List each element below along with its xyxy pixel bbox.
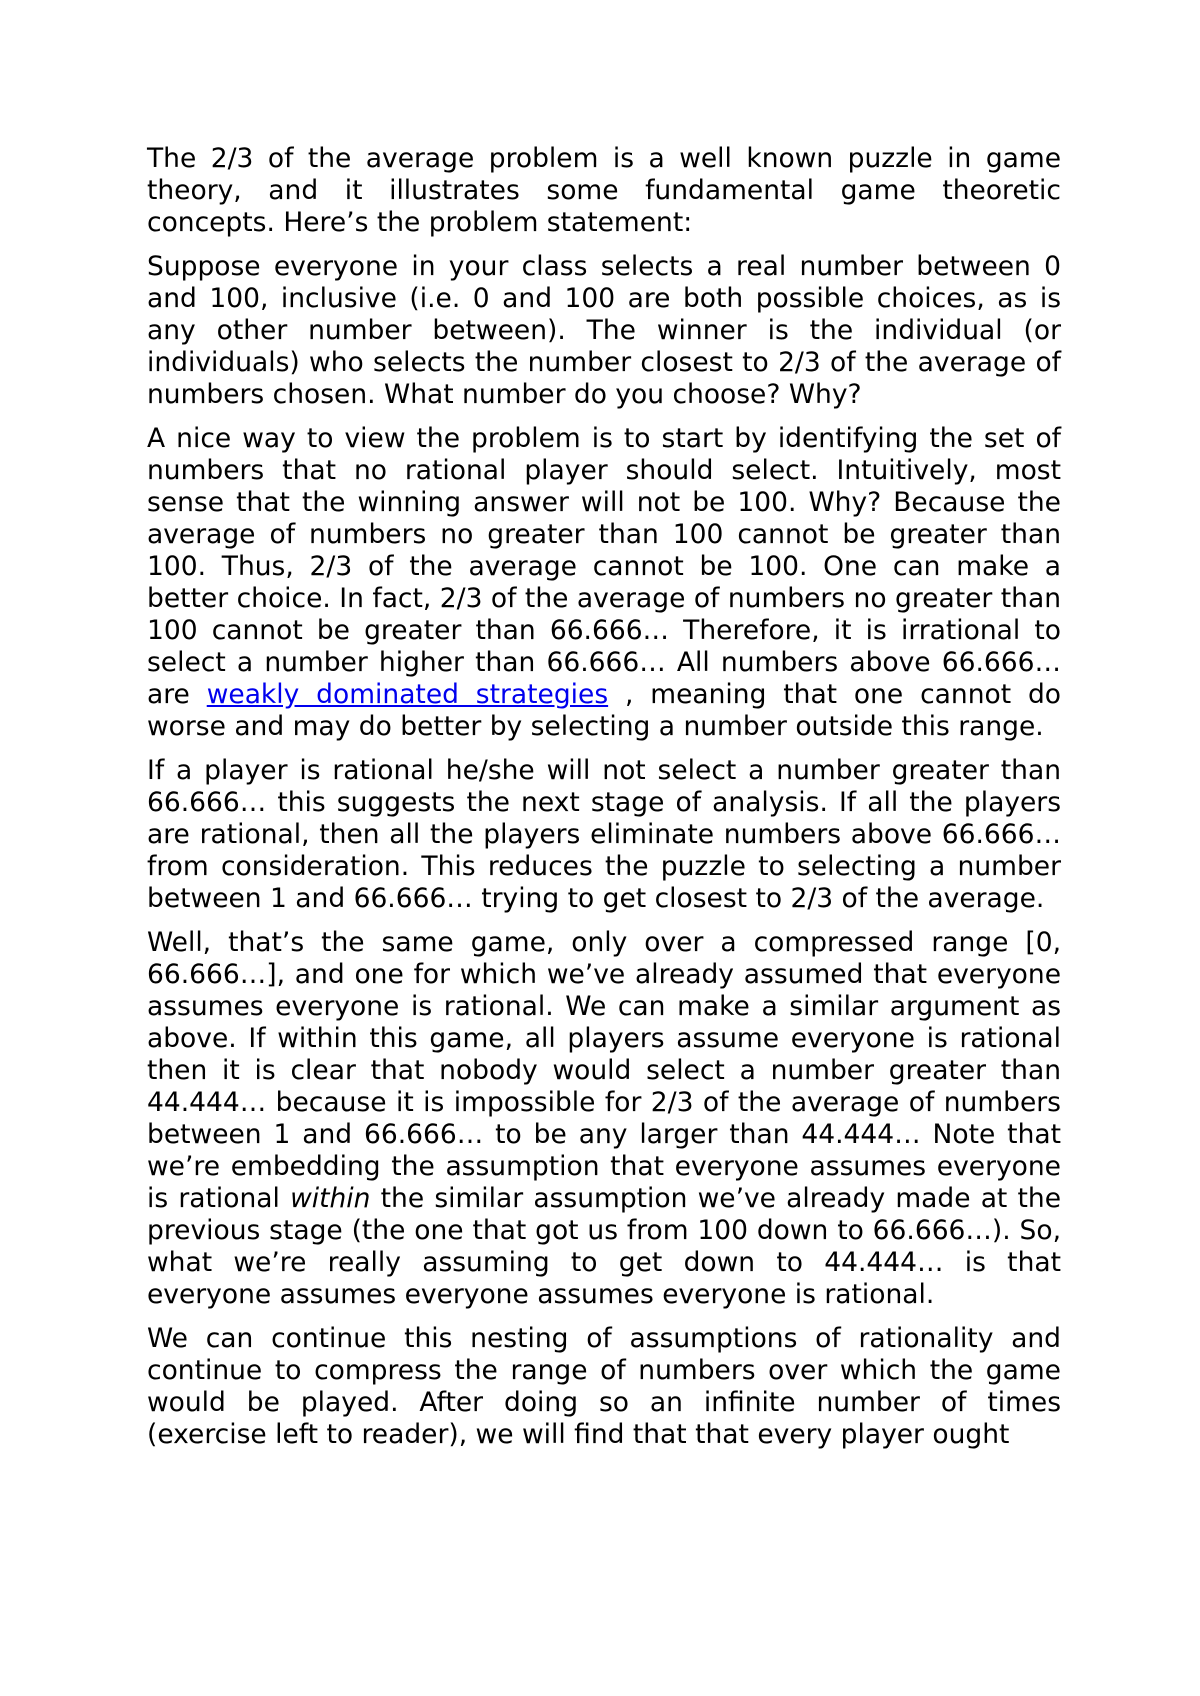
paragraph-problem-statement: Suppose everyone in your class selects a real number between 0 and 100, inclusive (i.e. 0 and 100 are both possible choices, as is any other number between). The winner is the individual (or individuals) who selects the number closest to 2/3 of the average of numbers chosen. What number do you choose? Why? <box>147 251 1061 410</box>
paragraph-text: the similar assumption we’ve already made at the previous stage (the one that got us from 100 down to 66.666…). So, what we’re really assuming to get down to 44.444… is that everyone assumes everyone assumes everyone is rational. <box>147 1183 1062 1310</box>
paragraph-intro: The 2/3 of the average problem is a well known puzzle in game theory, and it illustrates some fundamental game theoretic concepts. Here’s the problem statement: <box>147 143 1061 238</box>
paragraph-text: A nice way to view the problem is to start by identifying the set of numbers that no rational player should select. Intuitively, most sense that the winning answer will not be 100. Why? Because the average of numbers no greater than 100 cannot be greater than 100. Thus, 2/3 of the average cannot be 100. One can make a better choice. In fact, 2/3 of the average of numbers no greater than 100 cannot be greater than 66.666… Therefore, it is irrational to select a number higher than 66.666… All numbers above 66.666… are <box>147 423 1061 710</box>
paragraph-text: Well, that’s the same game, only over a compressed range [0, 66.666…], and one for which we’ve already assumed that everyone assumes everyone is rational. We can make a similar argument as above. If within this game, all players assume everyone is rational then it is clear that nobody would select a number greater than 44.444… because it is impossible for 2/3 of the average of numbers between 1 and 66.666… to be any larger than 44.444… Note that we’re embedding the assumption that everyone assumes everyone is rational <box>147 927 1061 1214</box>
weakly-dominated-strategies-link[interactable]: weakly dominated strategies <box>206 679 609 710</box>
document-page <box>147 143 1061 1463</box>
paragraph-text: , meaning that one cannot do worse and may do better by selecting a number outside this range. <box>147 679 1061 742</box>
paragraph-second-stage: If a player is rational he/she will not select a number greater than 66.666… this suggests the next stage of analysis. If all the players are rational, then all the players eliminate numbers above 66.666… from consideration. This reduces the puzzle to selecting a number between 1 and 66.666… trying to get closest to 2/3 of the average. <box>147 755 1061 914</box>
emphasis-within: within <box>290 1183 371 1214</box>
paragraph-compressed-range <box>147 927 1061 1311</box>
paragraph-nesting: We can continue this nesting of assumptions of rationality and continue to compress the range of numbers over which the game would be played. After doing so an infinite number of times (exercise left to reader), we will find that that every player ought <box>147 1323 1061 1450</box>
paragraph-first-elimination <box>147 423 1061 743</box>
